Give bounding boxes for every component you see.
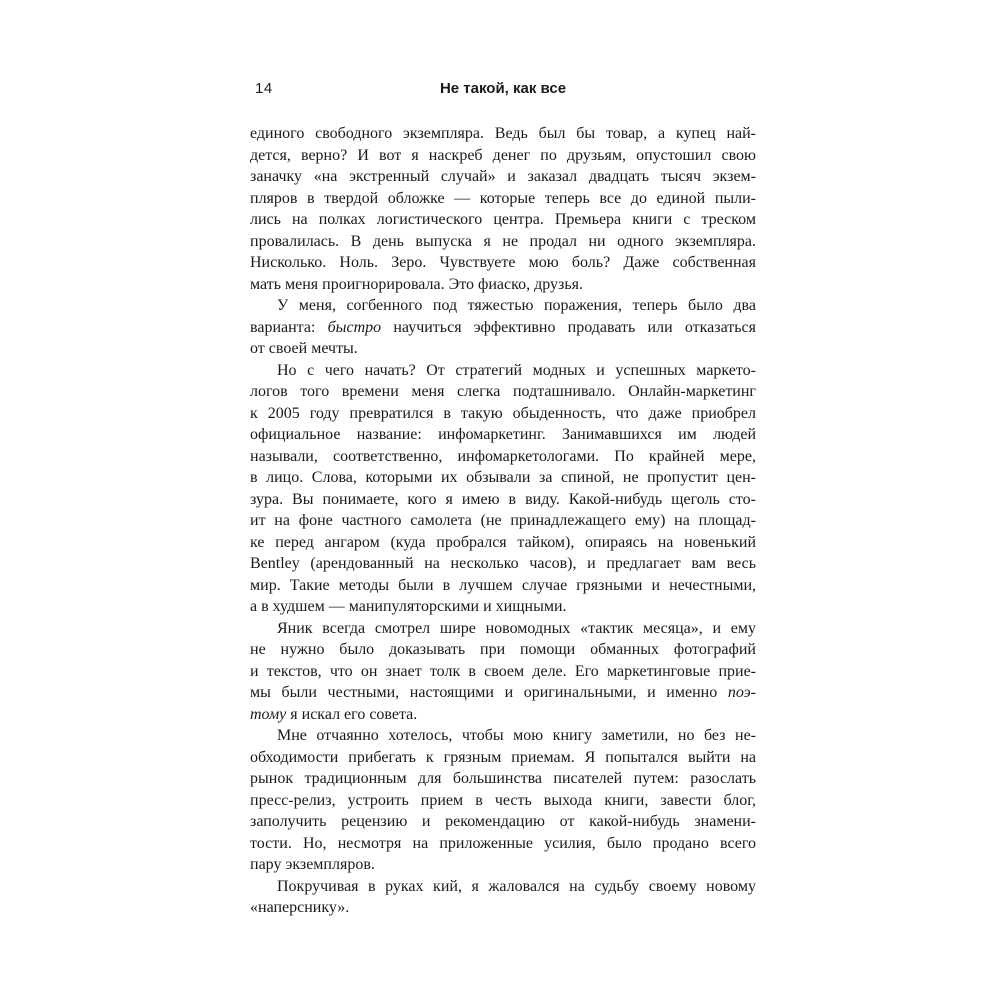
text-line — [250, 467, 756, 489]
text-segment: называли, соответственно, инфомаркетологами. По крайней мере, — [250, 447, 756, 465]
text-segment: обходимости прибегать к грязным приемам. Я попытался выйти на — [250, 748, 756, 766]
text-segment: логов того времени меня слегка подташнивало. Онлайн-маркетинг — [250, 383, 756, 400]
text-line — [250, 790, 756, 812]
text-line — [250, 532, 756, 554]
text-line — [250, 338, 756, 360]
text-segment: пресс-релиз, устроить прием в честь выхода книги, завести блог, — [250, 791, 756, 809]
paragraph — [250, 876, 756, 919]
text-line — [250, 252, 756, 274]
page-number: 14 — [255, 80, 273, 97]
text-line — [250, 854, 756, 876]
text-segment: я искал его совета. — [286, 705, 418, 723]
text-segment: «наперснику». — [250, 899, 350, 916]
text-line — [250, 833, 756, 855]
text-line — [250, 295, 756, 317]
text-segment: дется, верно? И вот я наскреб денег по друзьям, опустошил свою — [250, 146, 756, 164]
text-segment: Нисколько. Ноль. Зеро. Чувствуете мою боль? Даже собственная — [250, 254, 756, 271]
text-segment: Яник всегда смотрел шире новомодных «тактик месяца», и ему — [277, 619, 756, 637]
text-segment: провалилась. В день выпуска я не продал ни одного экземпляра. — [250, 232, 756, 250]
text-line — [250, 553, 756, 575]
italic-text: быстро — [327, 318, 382, 336]
text-line — [250, 876, 756, 898]
text-segment: к 2005 году превратился в такую обыденность, что даже приобрел — [250, 404, 756, 422]
text-segment: официальное название: инфомаркетинг. Занимавшихся им людей — [250, 426, 756, 443]
text-line — [250, 446, 756, 468]
text-line — [250, 424, 756, 446]
text-segment: варианта: — [250, 318, 328, 336]
text-line — [250, 274, 756, 296]
text-line — [250, 618, 756, 640]
text-line — [250, 231, 756, 253]
page-header — [250, 80, 756, 98]
text-segment: Bentley (арендованный на несколько часов), и предлагает вам весь — [250, 555, 756, 572]
text-line — [250, 188, 756, 210]
text-segment: и текстов, что он знает толк в своем деле. Его маркетинговые прие- — [250, 662, 756, 680]
text-segment: заначку «на экстренный случай» и заказал двадцать тысяч экзем- — [250, 168, 756, 185]
paragraph — [250, 295, 756, 360]
text-segment: рынок традиционным для большинства писателей путем: разослать — [250, 770, 756, 787]
text-line — [250, 123, 756, 145]
paragraph — [250, 123, 756, 295]
text-segment: заполучить рецензию и рекомендацию от какой-нибудь знамени- — [250, 813, 756, 830]
text-line — [250, 661, 756, 683]
text-line — [250, 381, 756, 403]
paragraph — [250, 618, 756, 726]
text-line — [250, 360, 756, 382]
text-line — [250, 704, 756, 726]
text-segment: мир. Такие методы были в лучшем случае грязными и нечестными, — [250, 576, 756, 594]
text-segment: а в худшем — манипуляторскими и хищными. — [250, 598, 567, 615]
text-line — [250, 489, 756, 511]
text-segment: зура. Вы понимаете, кого я имею в виду. Какой-нибудь щеголь сто- — [250, 490, 756, 508]
text-line — [250, 209, 756, 231]
paragraph — [250, 360, 756, 618]
text-segment: не нужно было доказывать при помощи обманных фотографий — [250, 641, 756, 658]
text-line — [250, 747, 756, 769]
text-line — [250, 403, 756, 425]
text-segment: ит на фоне частного самолета (не принадлежащего ему) на площад- — [250, 512, 756, 529]
italic-text: поэ- — [727, 684, 756, 701]
text-segment: Покручивая в руках кий, я жаловался на судьбу своему новому — [277, 877, 756, 895]
text-line — [250, 725, 756, 747]
text-line — [250, 897, 756, 919]
text-line — [250, 596, 756, 618]
text-segment: лись на полках логистического центра. Премьера книги с треском — [250, 211, 756, 228]
italic-text: тому — [250, 705, 287, 723]
text-segment: Но с чего начать? От стратегий модных и успешных маркето- — [277, 361, 756, 379]
text-line — [250, 166, 756, 188]
text-line — [250, 639, 756, 661]
text-segment: У меня, согбенного под тяжестью поражения, теперь было два — [277, 297, 756, 314]
paragraph — [250, 725, 756, 876]
text-segment: тости. Но, несмотря на приложенные усилия, было продано всего — [250, 834, 756, 852]
page-body — [250, 123, 756, 919]
text-line — [250, 682, 756, 704]
text-segment: научиться эффективно продавать или отказаться — [381, 318, 756, 336]
text-line — [250, 811, 756, 833]
text-segment: в лицо. Слова, которыми их обзывали за спиной, не пропустит цен- — [250, 469, 756, 486]
text-segment: пляров в твердой обложке — которые теперь все до единой пыли- — [250, 189, 756, 207]
text-segment: ке перед ангаром (куда пробрался тайком), опираясь на новенький — [250, 533, 756, 551]
text-segment: мать меня проигнорировала. Это фиаско, друзья. — [250, 275, 583, 293]
text-segment: от своей мечты. — [250, 340, 358, 357]
text-line — [250, 317, 756, 339]
text-line — [250, 575, 756, 597]
text-segment: единого свободного экземпляра. Ведь был бы товар, а купец най- — [250, 125, 756, 142]
text-segment: пару экземпляров. — [250, 856, 375, 873]
text-line — [250, 145, 756, 167]
text-line — [250, 768, 756, 790]
text-line — [250, 510, 756, 532]
running-head: Не такой, как все — [439, 80, 567, 97]
text-segment: мы были честными, настоящими и оригинальными, и именно — [250, 684, 728, 701]
text-segment: Мне отчаянно хотелось, чтобы мою книгу заметили, но без не- — [277, 727, 756, 744]
